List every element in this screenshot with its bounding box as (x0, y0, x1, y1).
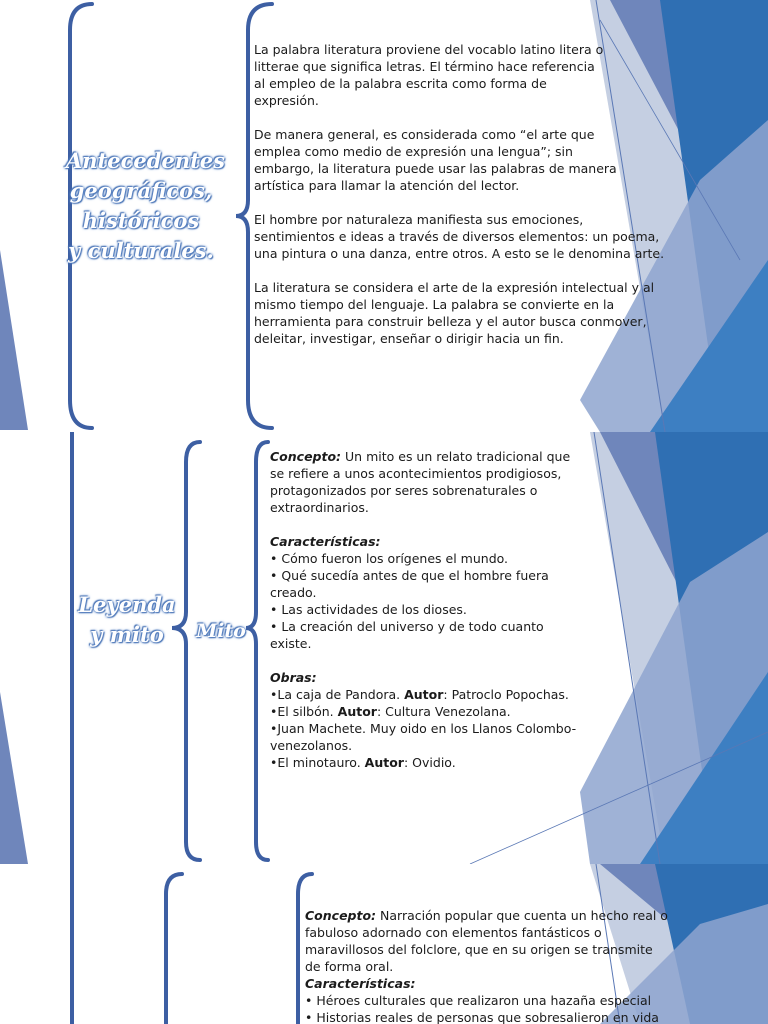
obra-item: •Juan Machete. Muy oido en los Llanos Colombo- (270, 721, 577, 736)
obra-item: venezolanos. (270, 738, 353, 753)
heading-antecedentes: Antecedentes geográficos, históricos y culturales. (66, 148, 225, 263)
slide-leyenda-mito (0, 432, 768, 864)
leyenda-brace (168, 432, 204, 864)
subheading-mito: Mito (196, 620, 246, 642)
obra-item: •La caja de Pandora. Autor: Patroclo Popochas. (270, 687, 569, 702)
caracteristicas-label: Características: (270, 534, 381, 549)
left-brace-line (62, 864, 82, 1024)
mito-text: Concepto: Un mito es un relato tradicional que se refiere a unos acontecimientos prodigiosos, protagonizados por seres sobrenaturales o extraordinarios. Características: • Cómo fueron los orígenes el mundo. • Qué sucedía antes de que el hombre fuera creado. • Las actividades de los dioses. • La creación del universo y de todo cuanto existe. Obras: •La caja de Pandora. Autor: Patroclo Popochas. •El silbón. Autor: Cultura Venezolana. •Juan Machete. Muy oido en los Llanos Colombo- venezolanos. •El minotauro. Autor: Ovidio. (270, 448, 590, 771)
leyenda-text: Concepto: Narración popular que cuenta un hecho real o fabuloso adornado con elementos fantásticos o maravillosos del folclore, que en su origen se transmite de forma oral. Características: • Héroes culturales que realizaron una hazaña especial • Historias reales de personas que sobresalieron en vida (305, 907, 685, 1024)
obras-label: Obras: (270, 670, 317, 685)
leyenda-brace (156, 864, 186, 1024)
slide-leyenda (0, 864, 768, 1024)
obra-item: •El silbón. Autor: Cultura Venezolana. (270, 704, 511, 719)
antecedentes-text: La palabra literatura proviene del vocablo latino litera o litterae que significa letras. El término hace referencia al empleo de la palabra escrita como forma de expresión. De manera general, es considerada como “el arte que emplea como medio de expresión una lengua”; sin embargo, la literatura puede usar las palabras de manera artística para llamar la atención del lector. El hombre por naturaleza manifiesta sus emociones, sentimientos e ideas a través de diversos elementos: un poema, una pintura o una danza, entre otros. A esto se le denomina arte. La literatura se considera el arte de la expresión intelectual y al mismo tiempo del lenguaje. La palabra se convierte en la herramienta para construir belleza y el autor busca conmover, deleitar, investigar, enseñar o dirigir hacia un fin. (254, 42, 665, 346)
concepto-label: Concepto: (305, 908, 377, 923)
caracteristicas-label: Características: (305, 976, 416, 991)
obra-item: •El minotauro. Autor: Ovidio. (270, 755, 456, 770)
slide-antecedentes (0, 0, 768, 432)
concepto-label: Concepto: (270, 449, 342, 464)
heading-leyenda-mito: Leyenda y mito (78, 592, 176, 647)
mito-brace (242, 432, 272, 864)
